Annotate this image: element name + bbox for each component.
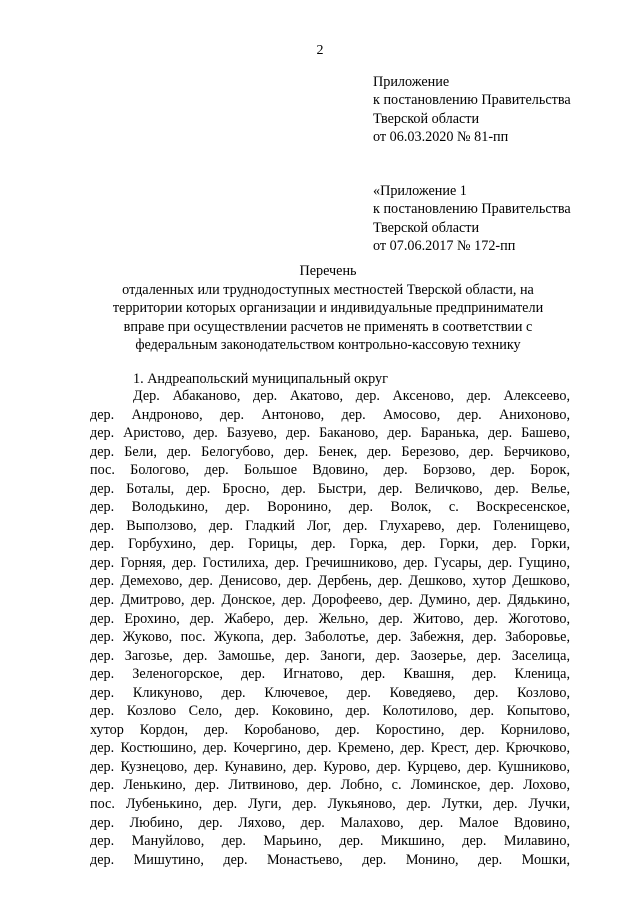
list-line: пос. Лубенькино, дер. Луги, дер. Лукьяново, дер. Лутки, дер. Лучки, xyxy=(90,796,570,813)
list-line: дер. Дмитрово, дер. Донское, дер. Дорофеево, дер. Думино, дер. Дядькино, xyxy=(90,592,570,609)
appendix-line: Тверской области xyxy=(373,219,480,236)
settlement-list xyxy=(90,387,570,869)
list-line: дер. Любино, дер. Ляхово, дер. Малахово, дер. Малое Вдовино, xyxy=(90,814,570,831)
appendix-line: от 07.06.2017 № 172-пп xyxy=(373,238,516,255)
list-line: дер. Кликуново, дер. Ключевое, дер. Коведяево, дер. Козлово, xyxy=(90,684,570,701)
list-line: дер. Костюшино, дер. Кочергино, дер. Кремено, дер. Крест, дер. Крючково, xyxy=(90,740,570,757)
list-line: дер. Кузнецово, дер. Кунавино, дер. Курово, дер. Курцево, дер. Кушниково, xyxy=(90,758,570,775)
appendix-line: к постановлению Правительства xyxy=(373,201,571,218)
title-line: вправе при осуществлении расчетов не применять в соответствии с xyxy=(123,318,533,335)
list-line: дер. Бели, дер. Белогубово, дер. Бенек, дер. Березово, дер. Берчиково, xyxy=(90,443,570,460)
list-line: хутор Кордон, дер. Коробаново, дер. Коростино, дер. Корнилово, xyxy=(90,721,570,738)
list-line: дер. Демехово, дер. Денисово, дер. Дербень, дер. Дешково, хутор Дешково, xyxy=(90,573,570,590)
appendix-line: к постановлению Правительства xyxy=(373,92,571,109)
list-line: дер. Ленькино, дер. Литвиново, дер. Лобно, с. Ломинское, дер. Лохово, xyxy=(90,777,570,794)
document-title xyxy=(80,262,576,355)
list-line: дер. Зеленогорское, дер. Игнатово, дер. Квашня, дер. Кленица, xyxy=(90,666,570,683)
list-line: дер. Аристово, дер. Базуево, дер. Баканово, дер. Баранька, дер. Башево, xyxy=(90,425,570,442)
title-line: Перечень xyxy=(299,263,357,279)
list-line: дер. Горбухино, дер. Горицы, дер. Горка, дер. Горки, дер. Горки, xyxy=(90,536,570,553)
title-line: отдаленных или труднодоступных местностей Тверской области, на xyxy=(122,281,534,298)
list-line: дер. Загозье, дер. Замошье, дер. Заноги, дер. Заозерье, дер. Заселица, xyxy=(90,647,570,664)
appendix-line: «Приложение 1 xyxy=(373,183,467,200)
list-line: пос. Бологово, дер. Большое Вдовино, дер. Борзово, дер. Борок, xyxy=(90,462,570,479)
list-line: дер. Андроново, дер. Антоново, дер. Амосово, дер. Анихоново, xyxy=(90,406,570,423)
appendix-line: от 06.03.2020 № 81-пп xyxy=(373,128,509,145)
title-line: федеральным законодательством контрольно-кассовую технику xyxy=(135,337,521,354)
section-heading: 1. Андреапольский муниципальный округ xyxy=(133,371,388,387)
appendix-line: Приложение xyxy=(373,74,450,90)
list-line: дер. Боталы, дер. Бросно, дер. Быстри, дер. Величково, дер. Велье, xyxy=(90,480,570,497)
list-line: дер. Мануйлово, дер. Марьино, дер. Микшино, дер. Милавино, xyxy=(90,833,570,850)
list-line: дер. Жуково, пос. Жукопа, дер. Заболотье, дер. Забежня, дер. Заборовье, xyxy=(90,629,570,646)
list-line: дер. Горняя, дер. Гостилиха, дер. Гречишниково, дер. Гусары, дер. Гущино, xyxy=(90,554,570,571)
list-line: Дер. Абаканово, дер. Акатово, дер. Аксеново, дер. Алексеево, xyxy=(133,388,570,404)
appendix-reference xyxy=(373,73,571,255)
spacer xyxy=(373,146,571,182)
page-number: 2 xyxy=(316,43,324,58)
list-line: дер. Володькино, дер. Воронино, дер. Волок, с. Воскресенское, xyxy=(90,499,570,516)
appendix-line: Тверской области xyxy=(373,110,480,127)
title-line: территории которых организации и индивидуальные предприниматели xyxy=(112,300,544,317)
list-line: дер. Выползово, дер. Гладкий Лог, дер. Глухарево, дер. Голенищево, xyxy=(90,517,570,534)
list-line: дер. Козлово Село, дер. Коковино, дер. Колотилово, дер. Копытово, xyxy=(90,703,570,720)
list-line: дер. Ерохино, дер. Жаберо, дер. Жельно, дер. Житово, дер. Жоготово, xyxy=(90,610,570,627)
list-line: дер. Мишутино, дер. Монастьево, дер. Монино, дер. Мошки, xyxy=(90,851,570,868)
